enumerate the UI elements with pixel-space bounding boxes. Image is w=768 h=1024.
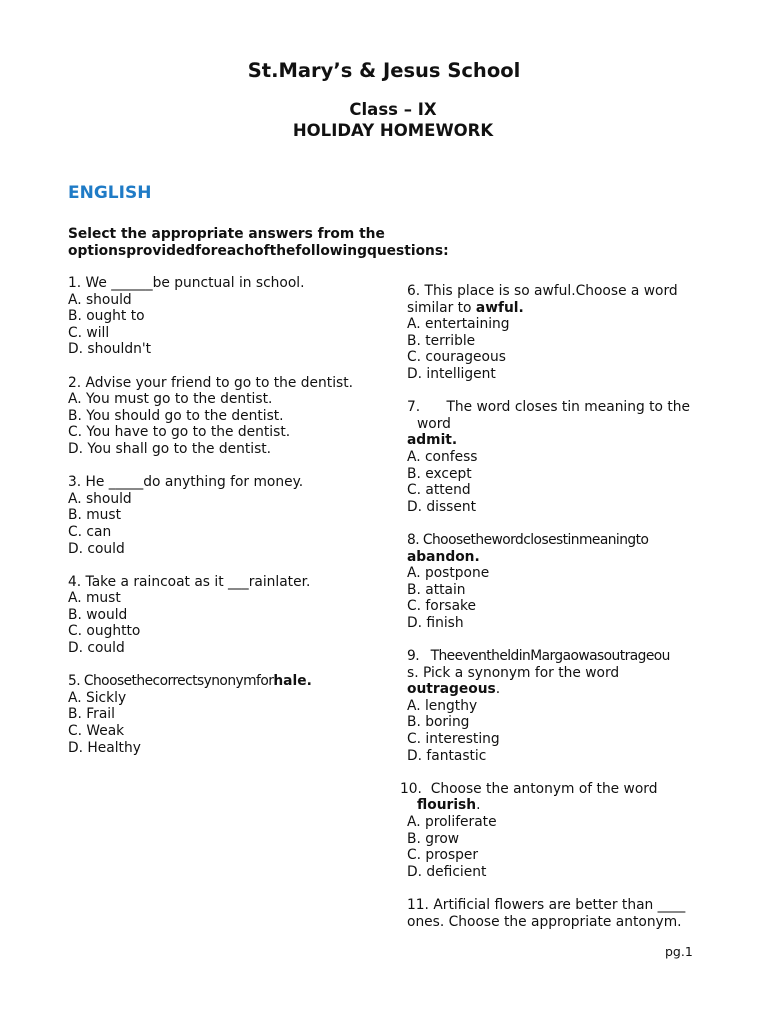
key-word-suffix: .: [495, 681, 501, 698]
key-word: flourish: [417, 797, 477, 814]
question-text-line-2: [407, 300, 707, 317]
question-text: 4. Take a raincoat as it ___rainlater.: [68, 573, 311, 590]
question-11: [407, 897, 707, 930]
option-b: B. attain: [407, 581, 466, 598]
question-10: [400, 780, 707, 881]
question-text-line-1: 9. TheeventheldinMargaowasoutrageou: [407, 648, 670, 665]
question-stem: similar to: [407, 299, 476, 316]
question-9: [407, 648, 707, 764]
option-a: A. lengthy: [407, 697, 478, 714]
question-text: 8. Choosethewordclosestinmeaningto: [407, 531, 649, 548]
option-a: A. proliferate: [407, 814, 497, 830]
option-b: B. terrible: [407, 332, 476, 349]
question-2: [68, 375, 388, 458]
key-word: awful.: [475, 299, 524, 316]
option-b: B. boring: [407, 714, 470, 731]
option-b: B. must: [68, 507, 122, 524]
option-d: D. You shall go to the dentist.: [68, 440, 272, 457]
question-7: [407, 399, 707, 515]
question-8: [407, 532, 707, 632]
option-c: C. can: [68, 523, 112, 540]
question-6: [407, 283, 707, 383]
option-b: B. except: [407, 465, 472, 482]
question-text-line-1: 6. This place is so awful.Choose a word: [407, 283, 678, 299]
option-a: A. Sickly: [68, 689, 127, 706]
key-word-line: [407, 681, 707, 698]
option-b: B. would: [68, 606, 128, 623]
option-a: A. postpone: [407, 565, 490, 582]
question-3: [68, 474, 388, 557]
option-d: D. shouldn't: [68, 341, 152, 358]
instruction-line-1: Select the appropriate answers from the: [68, 226, 385, 242]
option-c: C. Weak: [68, 723, 125, 740]
right-column: [400, 283, 707, 947]
option-d: D. dissent: [407, 498, 477, 515]
section-title-english: ENGLISH: [68, 183, 152, 203]
question-text-line-2: word: [417, 415, 451, 432]
homework-heading: HOLIDAY HOMEWORK: [292, 121, 494, 140]
question-text: 2. Advise your friend to go to the dentist.: [68, 374, 354, 391]
left-column: [68, 275, 388, 773]
school-title: St.Mary’s & Jesus School: [247, 59, 521, 82]
option-c: C. courageous: [407, 349, 506, 366]
class-heading: Class – IX: [349, 100, 437, 119]
question-text-line-1: 11. Artificial flowers are better than ____: [407, 896, 686, 913]
key-word: admit.: [407, 432, 458, 449]
option-d: D. Healthy: [68, 739, 141, 756]
key-word: outrageous: [407, 681, 496, 698]
option-c: C. interesting: [407, 731, 500, 748]
question-5: [68, 673, 388, 756]
question-text: 10. Choose the antonym of the word: [400, 780, 658, 797]
key-word: hale.: [273, 673, 312, 690]
question-text: [68, 673, 388, 690]
option-b: B. ought to: [68, 308, 145, 325]
question-text-line-2: s. Pick a synonym for the word: [407, 664, 620, 681]
option-c: C. prosper: [407, 847, 479, 864]
instructions: [68, 226, 488, 259]
key-word-line: [407, 797, 707, 814]
option-d: D. could: [68, 640, 125, 657]
option-a: A. must: [68, 590, 121, 607]
option-d: D. intelligent: [407, 365, 496, 382]
question-text-line-2: ones. Choose the appropriate antonym.: [407, 913, 682, 930]
key-word-suffix: .: [476, 797, 481, 814]
question-4: [68, 574, 388, 657]
option-c: C. oughtto: [68, 623, 141, 640]
option-a: A. entertaining: [407, 316, 510, 333]
key-word: abandon.: [407, 548, 480, 565]
question-1: [68, 275, 388, 358]
option-a: A. confess: [407, 448, 478, 465]
instruction-line-2: optionsprovidedforeachofthefollowingquestions:: [68, 242, 449, 259]
option-d: D. fantastic: [407, 747, 487, 764]
option-c: C. You have to go to the dentist.: [68, 424, 291, 441]
question-text: 3. He _____do anything for money.: [68, 474, 304, 491]
question-text: 1. We ______be punctual in school.: [68, 275, 305, 291]
option-d: D. could: [68, 540, 125, 557]
option-d: D. finish: [407, 614, 464, 631]
option-c: C. attend: [407, 482, 471, 499]
option-b: B. grow: [407, 830, 460, 847]
option-c: C. will: [68, 324, 110, 341]
option-c: C. forsake: [407, 598, 477, 615]
option-d: D. deficient: [407, 863, 487, 880]
question-stem: 5. Choosethecorrectsynonymfor: [68, 673, 274, 690]
question-text-line-1: 7. The word closes tin meaning to the: [407, 399, 691, 416]
option-a: A. should: [68, 490, 132, 507]
option-b: B. You should go to the dentist.: [68, 407, 284, 424]
option-a: A. should: [68, 291, 132, 308]
page-number: pg.1: [665, 944, 693, 959]
option-a: A. You must go to the dentist.: [68, 391, 273, 408]
option-b: B. Frail: [68, 706, 115, 723]
